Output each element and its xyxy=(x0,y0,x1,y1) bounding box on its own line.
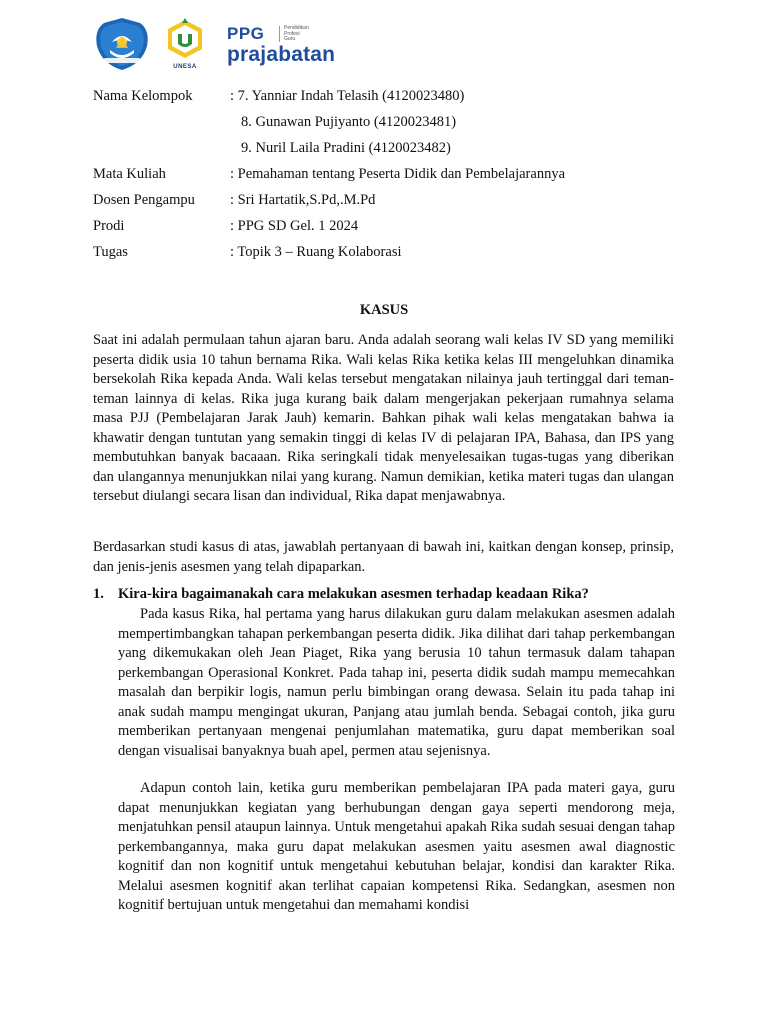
task-label: Tugas xyxy=(93,244,128,260)
group-member-7: : 7. Yanniar Indah Telasih (4120023480) xyxy=(230,88,465,104)
program-value: : PPG SD Gel. 1 2024 xyxy=(230,218,359,234)
header-logos xyxy=(92,16,392,76)
ppg-subtitle-line: Pendidikan xyxy=(284,25,309,31)
ppg-logo-divider xyxy=(279,26,280,42)
question-text: Kira-kira bagaimanakah cara melakukan asesmen terhadap keadaan Rika? xyxy=(118,586,589,602)
course-label: Mata Kuliah xyxy=(93,166,166,182)
group-member-8: 8. Gunawan Pujiyanto (4120023481) xyxy=(241,114,457,130)
tut-wuri-handayani-logo-icon xyxy=(92,16,152,72)
ppg-logo-subtitle xyxy=(284,26,309,43)
unesa-logo xyxy=(162,16,208,74)
case-title: KASUS xyxy=(359,302,409,318)
program-label: Prodi xyxy=(93,218,125,234)
lecturer-value: : Sri Hartatik,S.Pd,.M.Pd xyxy=(230,192,376,208)
answer-paragraph: Pada kasus Rika, hal pertama yang harus dilakukan guru dalam melakukan asesmen adalah mempertimbangkan tahapan perkembangan peserta didik. Jika dilihat dari tahap perkembangan yang dikemukakan oleh Jean Piaget, Rika yang berusia 10 tahun termasuk dalam tahapan perkembangan Operasional Konkret. Pada tahap ini, peserta didik sudah mampu memecahkan masalah dan berpikir logis, namun perlu bimbingan orang dewasa. Selain itu pada tahap ini anak sudah mampu mengingat ukuran, Panjang atau jumlah benda. Sebagai contoh, jika guru memberikan pertanyaan mengenai penjumlahan matematika, guru dapat memberikan soal dengan visualisai banyaknya buah apel, permen atau sejenisnya. xyxy=(118,606,675,759)
unesa-logo-text: UNESA xyxy=(173,64,197,70)
course-value: : Pemahaman tentang Peserta Didik dan Pembelajarannya xyxy=(230,166,566,182)
ppg-prajabatan-logo xyxy=(227,24,387,74)
ppg-logo-text: PPG xyxy=(227,24,265,43)
case-paragraph: Saat ini adalah permulaan tahun ajaran baru. Anda adalah seorang wali kelas IV SD yang memiliki peserta didik usia 10 tahun bernama Rika. Wali kelas Rika ketika kelas III mengeluhkan dinamika bersekolah Rika kepada Anda. Wali kelas tersebut mengatakan nilainya jauh tertinggal dari teman-teman lainnya di kelas. Rika juga kurang baik dalam mengerjakan pekerjaan rumahnya selama masa PJJ (Pembelajaran Jarak Jauh) kemarin. Bahkan pihak wali kelas mengatakan bahwa ia khawatir dengan tuntutan yang semakin tinggi di kelas IV di pelajaran IPA, Bahasa, dan IPS yang membutuhkan banyak bacaaan. Rika seringkali tidak menyelesaikan tugas-tugas yang diberikan dan ulangannya menunjukkan nilai yang kurang. Namun demikian, ketika materi tugas dan ulangan tersebut diulangi secara lisan dan individual, Rika dapat menjawabnya. xyxy=(93,332,674,504)
answer-paragraph: Adapun contoh lain, ketika guru memberikan pembelajaran IPA pada materi gaya, guru dapat menunjukkan kegiatan yang berhubungan dengan gaya seperti mendorong meja, menjatuhkan pensil ataupun lainnya. Untuk mengetahui apakah Rika sudah sesuai dengan tahap perkembangannya, maka guru dapat melakukan asesmen yaitu asesmen awal diagnostic kognitif dan non kognitif untuk mengetahui kebutuhan belajar, kondisi dan karakter Rika. Melalui asesmen kognitif akan terlihat capaian kompetensi Rika. Sedangkan, asesmen non kognitif bertujuan untuk mengetahui dan memahami kondisi xyxy=(118,780,675,913)
group-member-9: 9. Nuril Laila Pradini (4120023482) xyxy=(241,140,451,156)
ppg-subtitle-line: Profesi xyxy=(284,30,300,37)
task-value: : Topik 3 – Ruang Kolaborasi xyxy=(230,244,402,260)
group-label: Nama Kelompok xyxy=(93,88,193,104)
question-number: 1. xyxy=(93,586,104,602)
lecturer-label: Dosen Pengampu xyxy=(93,192,195,208)
prajabatan-logo-text: prajabatan xyxy=(227,43,336,66)
ppg-subtitle-line: Guru xyxy=(284,36,296,42)
unesa-emblem-icon xyxy=(162,16,208,64)
instruction-paragraph: Berdasarkan studi kasus di atas, jawablah pertanyaan di bawah ini, kaitkan dengan konsep, prinsip, dan jenis-jenis asesmen yang telah dipaparkan. xyxy=(93,539,674,575)
